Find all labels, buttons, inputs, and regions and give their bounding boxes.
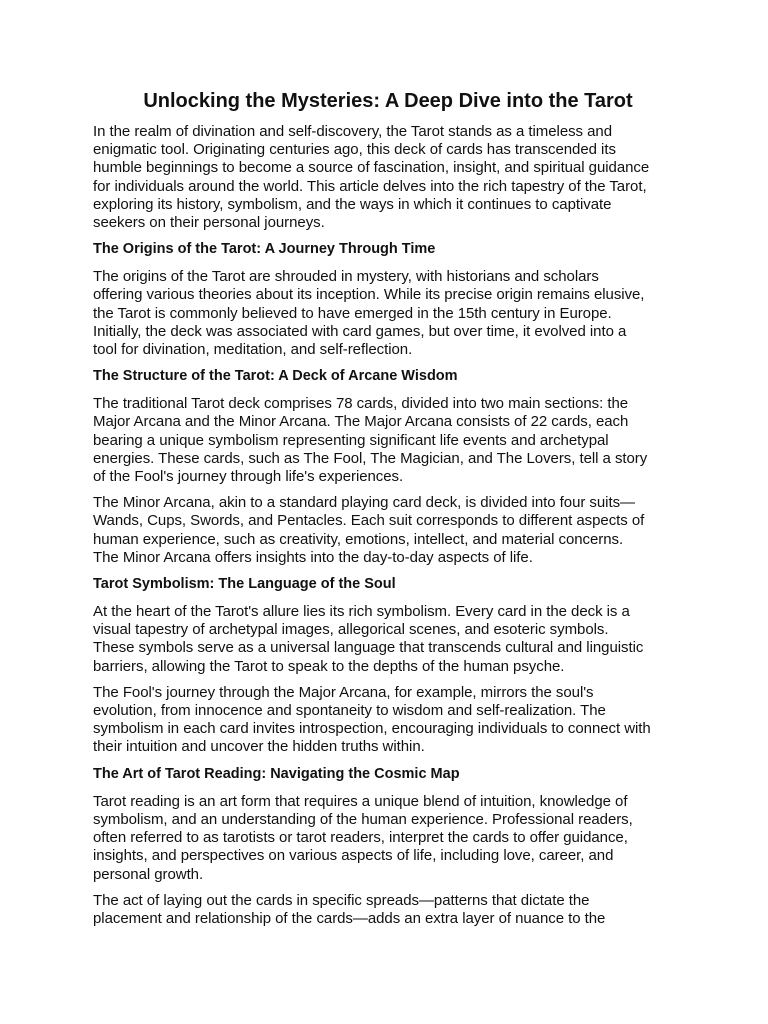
text-line: The origins of the Tarot are shrouded in mystery, with historians and scholars xyxy=(93,268,599,286)
text-line: seekers on their personal journeys. xyxy=(93,214,325,232)
text-line: exploring its history, symbolism, and the ways in which it continues to captivate xyxy=(93,195,612,213)
text-line: offering various theories about its inception. While its precise origin remains elusive, xyxy=(93,286,645,304)
section-paragraph xyxy=(93,793,683,884)
text-line: The Minor Arcana, akin to a standard playing card deck, is divided into four suits— xyxy=(93,494,635,512)
section-heading: The Art of Tarot Reading: Navigating the Cosmic Map xyxy=(93,765,460,782)
section-heading: The Origins of the Tarot: A Journey Through Time xyxy=(93,241,436,258)
text-line: humble beginnings to become a source of fascination, insight, and spiritual guidance xyxy=(93,159,650,177)
text-line: The Fool's journey through the Major Arcana, for example, mirrors the soul's xyxy=(93,683,594,701)
text-line: their intuition and uncover the hidden truths within. xyxy=(93,738,425,756)
section-paragraph xyxy=(93,494,683,567)
text-line: At the heart of the Tarot's allure lies its rich symbolism. Every card in the deck is a xyxy=(93,603,630,621)
section-heading: Tarot Symbolism: The Language of the Soul xyxy=(93,576,396,593)
document-body xyxy=(93,123,683,928)
text-line: These symbols serve as a universal language that transcends cultural and linguistic xyxy=(93,639,644,657)
text-line: barriers, allowing the Tarot to speak to the depths of the human psyche. xyxy=(93,657,565,675)
text-line: symbolism in each card invites introspection, encouraging individuals to connect with xyxy=(93,720,651,738)
text-line: The traditional Tarot deck comprises 78 cards, divided into two main sections: the xyxy=(93,395,629,413)
text-line: often referred to as tarotists or tarot readers, interpret the cards to offer guidance, xyxy=(93,829,628,847)
text-line: symbolism, and an understanding of the human experience. Professional readers, xyxy=(93,810,633,828)
text-line: Initially, the deck was associated with card games, but over time, it evolved into a xyxy=(93,322,627,340)
text-line: insights, and perspectives on various aspects of life, including love, career, and xyxy=(93,847,614,865)
text-line: In the realm of divination and self-discovery, the Tarot stands as a timeless and xyxy=(93,123,613,140)
text-line: tool for divination, meditation, and self-reflection. xyxy=(93,341,413,359)
text-line: The act of laying out the cards in specific spreads—patterns that dictate the xyxy=(93,891,590,909)
text-line: personal growth. xyxy=(93,865,204,883)
text-line: energies. These cards, such as The Fool, The Magician, and The Lovers, tell a story xyxy=(93,449,648,467)
text-line: bearing a unique symbolism representing significant life events and archetypal xyxy=(93,431,609,449)
section-paragraph xyxy=(93,395,683,486)
text-line: enigmatic tool. Originating centuries ago, this deck of cards has transcended its xyxy=(93,141,616,159)
document-page xyxy=(93,88,683,936)
document-title: Unlocking the Mysteries: A Deep Dive into the Tarot xyxy=(143,90,633,112)
text-line: placement and relationship of the cards—adds an extra layer of nuance to the xyxy=(93,909,606,927)
text-line: Wands, Cups, Swords, and Pentacles. Each suit corresponds to different aspects of xyxy=(93,512,645,530)
text-line: of the Fool's journey through life's experiences. xyxy=(93,468,404,486)
text-line: for individuals around the world. This article delves into the rich tapestry of the Tarot, xyxy=(93,177,647,195)
text-line: human experience, such as creativity, emotions, intellect, and material concerns. xyxy=(93,530,624,548)
text-line: Major Arcana and the Minor Arcana. The Major Arcana consists of 22 cards, each xyxy=(93,413,629,431)
text-line: The Minor Arcana offers insights into the day-to-day aspects of life. xyxy=(93,548,533,566)
section-paragraph xyxy=(93,892,683,928)
text-line: evolution, from innocence and spontaneity to wisdom and self-realization. The xyxy=(93,702,606,720)
section-heading: The Structure of the Tarot: A Deck of Arcane Wisdom xyxy=(93,368,458,385)
text-line: the Tarot is commonly believed to have emerged in the 15th century in Europe. xyxy=(93,304,612,322)
intro-paragraph xyxy=(93,123,683,232)
text-line: visual tapestry of archetypal images, allegorical scenes, and esoteric symbols. xyxy=(93,621,609,639)
section-paragraph xyxy=(93,684,683,757)
section-paragraph xyxy=(93,268,683,359)
section-paragraph xyxy=(93,603,683,676)
text-line: Tarot reading is an art form that requires a unique blend of intuition, knowledge of xyxy=(93,792,628,810)
